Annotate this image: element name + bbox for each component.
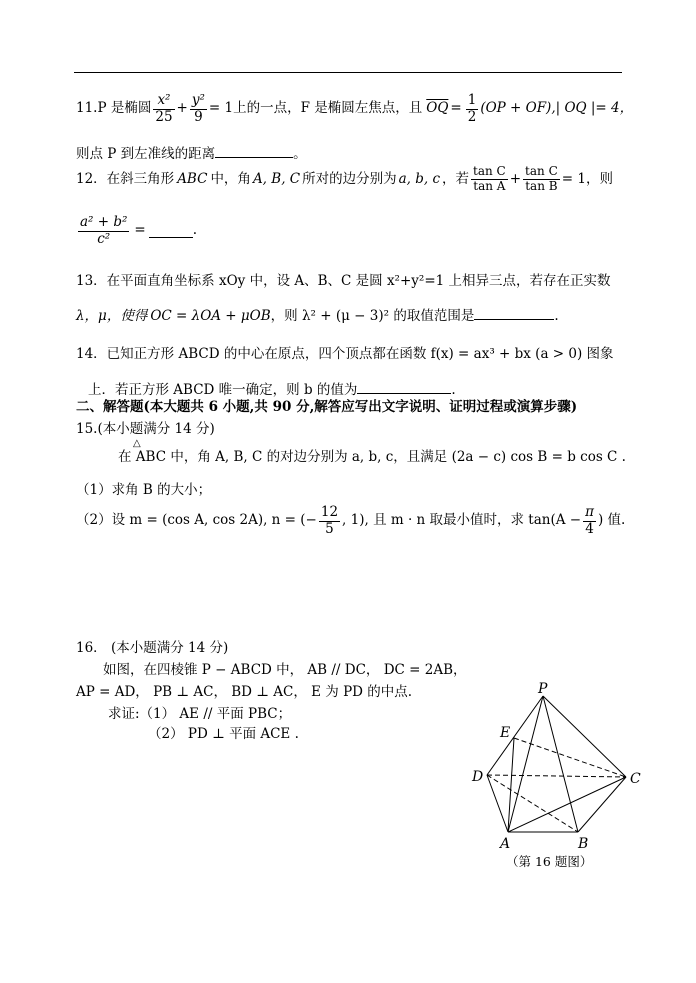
q11-line2-text: 则点 P 到左准线的距离 (76, 146, 216, 162)
q12-sides: a, b, c (398, 170, 441, 187)
edge-BC (578, 777, 626, 832)
label-D: D (472, 769, 484, 785)
q11-frac-y-num: y² (191, 92, 205, 108)
section2-title: 二、解答题(本大题共 6 小题,共 90 分,解答应写出文字说明、证明过程或演算步骤) (76, 399, 578, 415)
q15-frac-pi-4 (583, 505, 596, 537)
edge-EA (508, 738, 514, 832)
edge-EC (514, 738, 626, 777)
q12-frac3 (78, 215, 129, 247)
edge-PB (543, 696, 578, 832)
q12-mid: 中，角 (210, 170, 251, 187)
q15-pi-den: 4 (585, 520, 594, 537)
edge-DC (487, 775, 626, 777)
edge-DA (487, 775, 508, 832)
q12-plus: + (509, 170, 522, 187)
label-E: E (500, 725, 511, 741)
q15-frac-12-5 (319, 505, 340, 537)
q14-end: . (451, 382, 456, 398)
edge-PA (508, 696, 543, 832)
q16-line2: AP = AD， PB ⊥ AC， BD ⊥ AC， E 为 PD 的中点. (76, 684, 413, 700)
q16-line3: 求证:（1） AE // 平面 PBC； (108, 706, 292, 722)
q16-line1: 如图，在四棱锥 P − ABCD 中， AB // DC， DC = 2AB， (103, 662, 467, 678)
label-B: B (578, 836, 589, 852)
edge-AC (508, 777, 626, 832)
q11-half-num: 1 (467, 92, 477, 108)
q11-oq-expr: (OP + OF),| OQ |= 4， (480, 100, 634, 117)
q11-after: = 1上的一点，F 是椭圆左焦点，且 (208, 100, 423, 117)
q12-abc: ABC (177, 170, 208, 187)
q14-line2-text: 上．若正方形 ABCD 唯一确定，则 b 的值为 (88, 382, 358, 398)
q12-f2-den: tan B (525, 178, 558, 193)
q15-part2c: ) 值. (597, 512, 626, 529)
q14-line1: 14．已知正方形 ABCD 的中心在原点，四个顶点都在函数 f(x) = ax³ + bx (a > 0) 图象 (76, 346, 614, 362)
q16-figure-caption: （第 16 题图） (506, 854, 593, 869)
q12-prefix: 12．在斜三角形 (76, 170, 175, 187)
q12-frac2 (523, 165, 560, 194)
q11-half-den: 2 (467, 108, 477, 125)
q13-line1: 13．在平面直角坐标系 xOy 中，设 A、B、C 是圆 x²+y²=1 上相异三点，若存在正实数 (76, 273, 611, 289)
q12-end2: . (192, 222, 198, 239)
q15-pi-num: π (585, 504, 594, 520)
q11-frac-x (153, 93, 174, 125)
q12-line2 (76, 215, 197, 247)
q16-header: 16． (本小题满分 14 分) (76, 640, 229, 656)
label-C: C (630, 771, 641, 787)
q14-answer-blank[interactable] (357, 381, 451, 394)
q12-eq2: = (134, 222, 146, 239)
q12-mid3: ，若 (442, 170, 470, 187)
q15-part2 (76, 505, 625, 537)
q13-vec-eq: OC = λOA + μOB (150, 308, 271, 324)
q12-answer-blank[interactable] (149, 225, 193, 238)
q15-part2b: , 1), 且 m · n 取最小值时，求 tan(A − (342, 512, 582, 529)
q11-line1: 11.P 是椭圆 $\frac{\text{x²}}{25}$ + $\frac{\text{y²}}{9}$ = 1上的一点，F 是椭圆左焦点，且 $\overline{OQ}$ = $\frac{1}{2}$ (OP + OF),| OQ |= 4， (76, 92, 634, 125)
q15-frac-num: 12 (320, 504, 339, 520)
q12-line1 (76, 165, 613, 194)
edge-DB (487, 775, 578, 832)
header-rule (74, 72, 622, 73)
q11-frac-y (190, 93, 207, 125)
q12-mid2: 所对的边分别为 (302, 170, 397, 187)
q12-eq-end: = 1，则 (561, 170, 613, 187)
q11-frac-x-den: 25 (155, 108, 173, 125)
q11-line2-end: 。 (293, 146, 307, 162)
pyramid-figure (460, 676, 660, 852)
label-A: A (500, 836, 511, 852)
edge-PD (487, 696, 543, 775)
q15-frac-den: 5 (325, 520, 334, 537)
q11-answer-blank[interactable] (215, 145, 293, 158)
q11-frac-half (466, 93, 479, 125)
q12-f1-den: tan A (473, 178, 506, 193)
q14-line2 (88, 381, 456, 398)
q13-answer-blank[interactable] (474, 307, 554, 320)
q12-f3-den: c² (97, 230, 111, 247)
q13-line2b: ，则 λ² + (μ − 3)² 的取值范围是 (270, 308, 475, 324)
q15-header: 15.(本小题满分 14 分) (76, 421, 215, 437)
q15-statement: 在 ABC 中，角 A, B, C 的对边分别为 a, b, c，且满足 (2a − c) cos B = b cos C . (118, 449, 626, 465)
q12-f3-num: a² + b² (80, 214, 128, 230)
q13-line2a: λ，μ，使得 (76, 308, 148, 324)
q15-part1: （1）求角 B 的大小； (76, 482, 212, 498)
label-P: P (538, 681, 548, 697)
q16-line4: （2） PD ⊥ 平面 ACE . (148, 726, 299, 742)
q11-prefix: 11.P 是椭圆 (76, 100, 152, 117)
q11-frac-x-num: x² (153, 93, 174, 110)
q12-f1-num: tan C (473, 164, 506, 178)
q11-line2 (76, 145, 307, 162)
q13-end: . (554, 308, 559, 324)
q13-line2 (76, 307, 559, 324)
q15-part2a: （2）设 m = (cos A, cos 2A), n = (− (76, 512, 317, 529)
q11-frac-y-den: 9 (194, 108, 203, 125)
q12-f2-num: tan C (525, 164, 558, 178)
q15-triangle-mark: △ (133, 438, 141, 449)
q12-angles: A, B, C (252, 170, 301, 187)
edge-PC (543, 696, 626, 777)
q12-frac1 (471, 165, 508, 194)
q11-oq: $\overline{OQ}$ (426, 100, 449, 117)
